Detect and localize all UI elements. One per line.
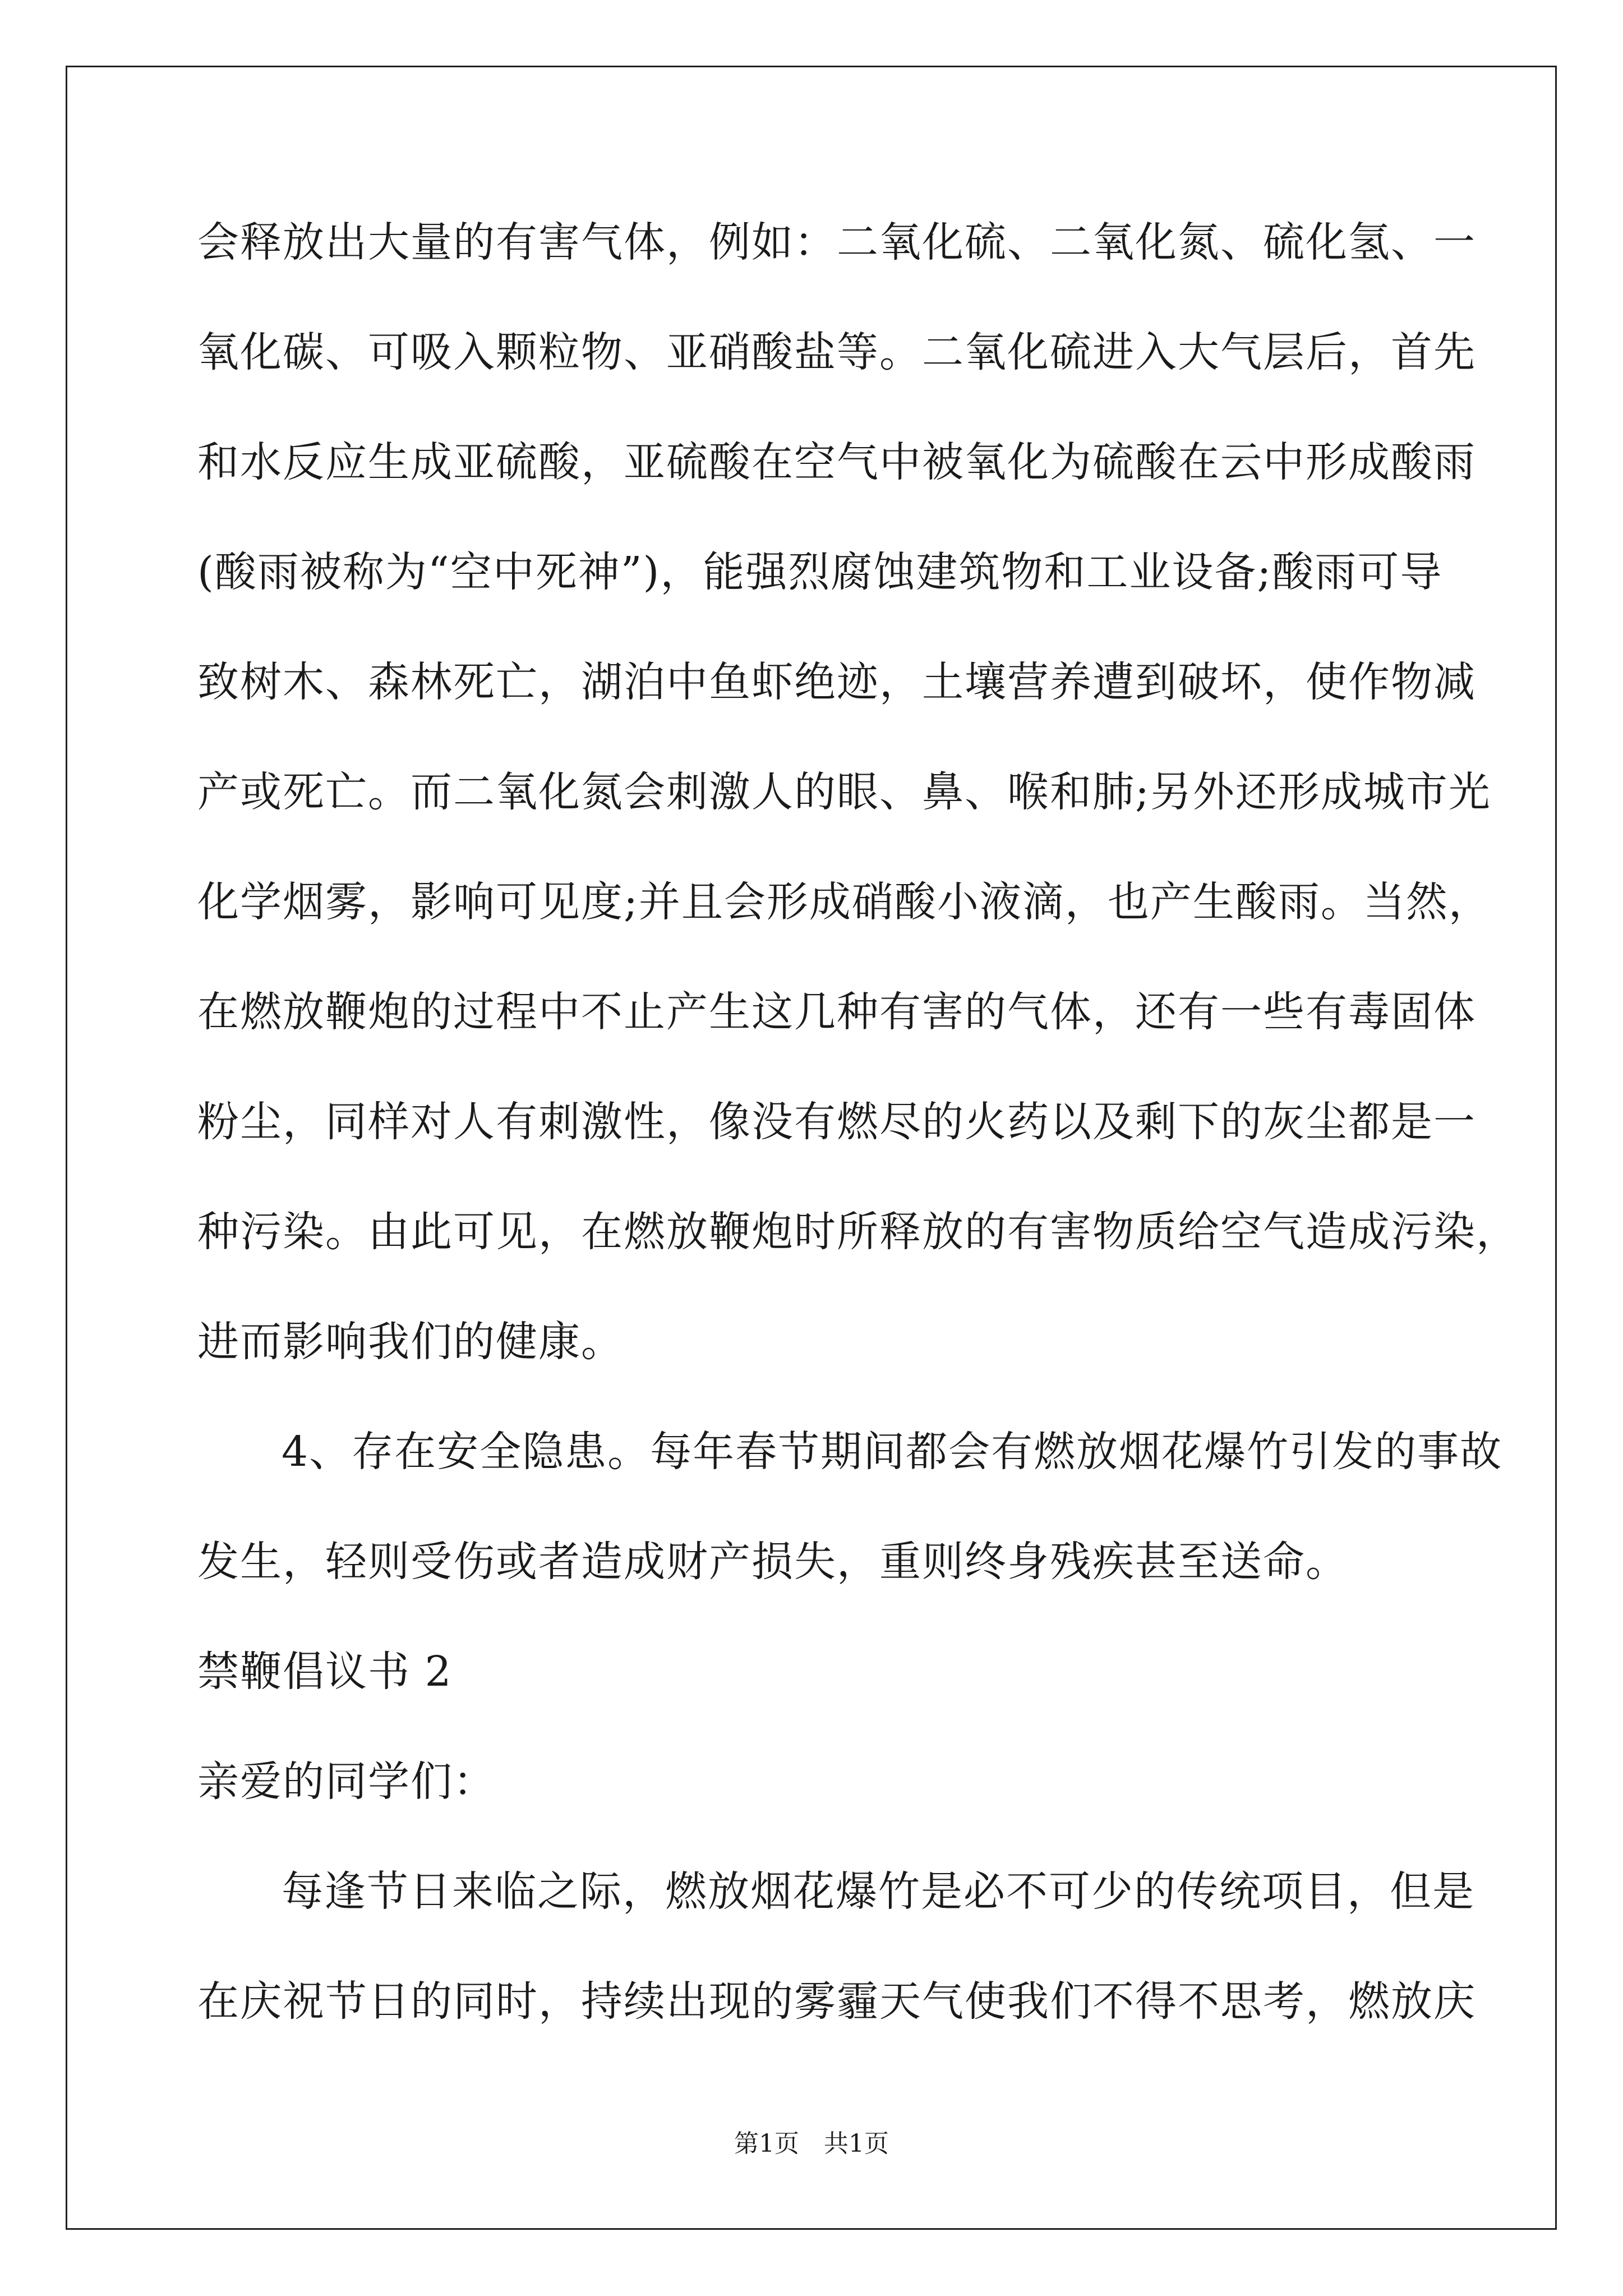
text-line: 化学烟雾，影响可见度;并且会形成硝酸小液滴，也产生酸雨。当然， [197, 878, 1491, 926]
text-line: 氧化碳、可吸入颗粒物、亚硝酸盐等。二氧化硫进入大气层后，首先 [197, 328, 1476, 376]
text-line: (酸雨被称为“空中死神”)，能强烈腐蚀建筑物和工业设备;酸雨可导 [197, 548, 1443, 596]
text-line: 致树木、森林死亡，湖泊中鱼虾绝迹，土壤营养遭到破坏，使作物减 [197, 658, 1476, 706]
text-line: 4、存在安全隐患。每年春节期间都会有燃放烟花爆竹引发的事故 [282, 1428, 1503, 1476]
salutation: 亲爱的同学们： [197, 1757, 496, 1806]
text-line: 产或死亡。而二氧化氮会刺激人的眼、鼻、喉和肺;另外还形成城市光 [197, 768, 1491, 816]
text-line: 会释放出大量的有害气体，例如：二氧化硫、二氧化氮、硫化氢、一 [197, 218, 1476, 266]
text-line: 和水反应生成亚硫酸，亚硫酸在空气中被氧化为硫酸在云中形成酸雨 [197, 438, 1476, 486]
text-line: 每逢节日来临之际，燃放烟花爆竹是必不可少的传统项目，但是 [282, 1867, 1475, 1916]
section-heading: 禁鞭倡议书 2 [197, 1648, 453, 1696]
text-line: 粉尘，同样对人有刺激性，像没有燃尽的火药以及剩下的灰尘都是一 [197, 1098, 1476, 1146]
text-line: 种污染。由此可见，在燃放鞭炮时所释放的有害物质给空气造成污染， [197, 1208, 1519, 1256]
text-line: 在庆祝节日的同时，持续出现的雾霾天气使我们不得不思考，燃放庆 [197, 1977, 1476, 2026]
text-line: 进而影响我们的健康。 [197, 1318, 624, 1366]
text-line: 在燃放鞭炮的过程中不止产生这几种有害的气体，还有一些有毒固体 [197, 988, 1476, 1036]
text-line: 发生，轻则受伤或者造成财产损失，重则终身残疾甚至送命。 [197, 1538, 1348, 1586]
page-footer: 第1页 共1页 [734, 2129, 889, 2158]
